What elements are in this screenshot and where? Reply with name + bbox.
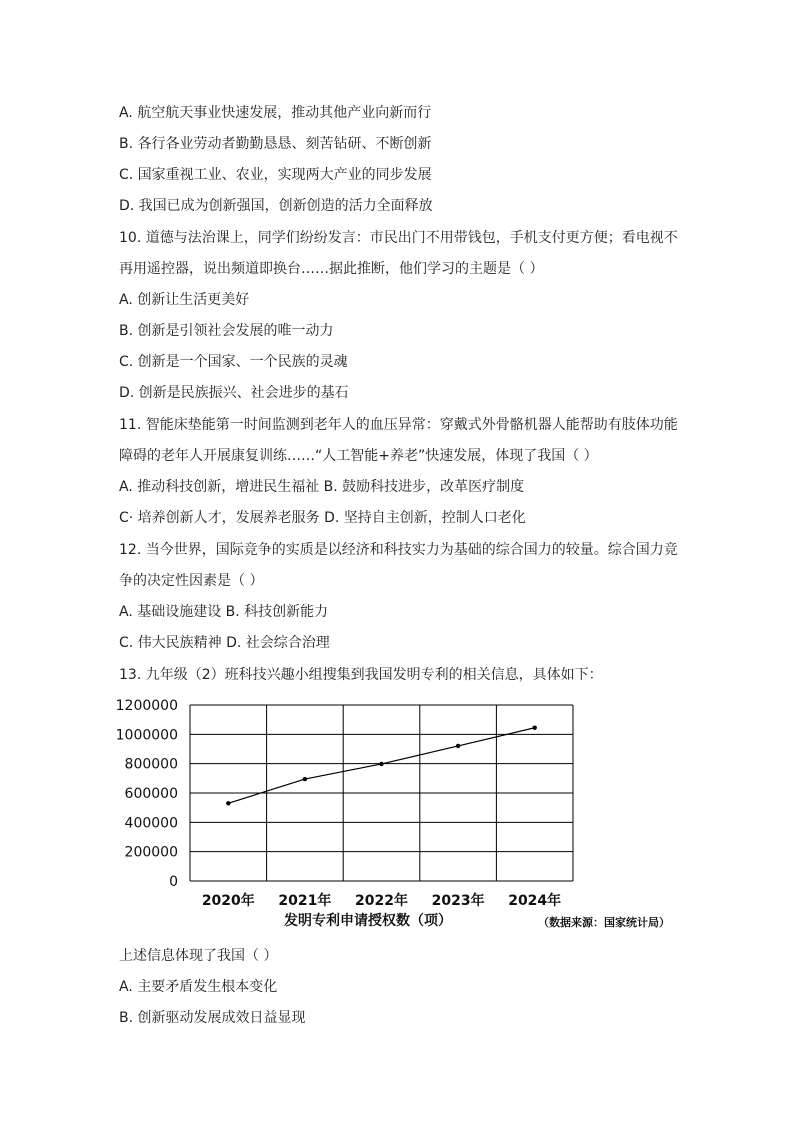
q13-after-chart: 上述信息体现了我国（ ） — [119, 948, 278, 964]
q10-option-c: C. 创新是一个国家、一个民族的灵魂 — [119, 354, 348, 370]
y-tick-label: 200000 — [124, 844, 178, 861]
q11-options-cd: C· 培养创新人才，发展养老服务 D. 坚持自主创新，控制人口老化 — [119, 510, 526, 526]
q12-options-cd: C. 伟大民族精神 D. 社会综合治理 — [119, 635, 330, 651]
data-point — [226, 801, 230, 805]
q10-option-a: A. 创新让生活更美好 — [119, 292, 250, 308]
q12-stem-line2: 争的决定性因素是（ ） — [119, 573, 264, 589]
q11-options-ab: A. 推动科技创新，增进民生福祉 B. 鼓励科技进步，改革医疗制度 — [119, 479, 525, 495]
q10-stem-line1: 10. 道德与法治课上，同学们纷纷发言：市民出门不用带钱包，手机支付更方便；看电视不 — [119, 230, 678, 246]
q10-option-d: D. 创新是民族振兴、社会进步的基石 — [119, 385, 349, 401]
y-tick-label: 0 — [169, 874, 178, 890]
x-tick-label: 2021年 — [278, 893, 332, 909]
chart-svg — [110, 695, 690, 935]
q13-option-a: A. 主要矛盾发生根本变化 — [119, 979, 278, 995]
q9-option-c: C. 国家重视工业、农业，实现两大产业的同步发展 — [119, 167, 432, 183]
q9-option-b: B. 各行各业劳动者勤勤恳恳、刻苦钻研、不断创新 — [119, 136, 432, 152]
q13-option-b: B. 创新驱动发展成效日益显现 — [119, 1010, 306, 1026]
patent-line-chart — [110, 695, 690, 935]
data-point — [303, 777, 307, 781]
data-point — [533, 726, 537, 730]
y-tick-label: 1200000 — [115, 698, 178, 714]
y-tick-label: 1000000 — [115, 727, 178, 744]
q10-stem-line2: 再用遥控器，说出频道即换台……据此推断，他们学习的主题是（ ） — [119, 261, 544, 277]
q12-options-ab: A. 基础设施建设 B. 科技创新能力 — [119, 604, 329, 620]
data-point — [456, 744, 460, 748]
x-axis-title: 发明专利申请授权数（项） — [284, 913, 452, 929]
x-tick-label: 2020年 — [201, 893, 255, 909]
x-tick-label: 2022年 — [355, 893, 408, 909]
data-point — [379, 762, 383, 766]
q9-option-d: D. 我国已成为创新强国，创新创造的活力全面释放 — [119, 198, 433, 214]
y-tick-label: 800000 — [124, 756, 178, 773]
q10-option-b: B. 创新是引领社会发展的唯一动力 — [119, 323, 334, 339]
q9-option-a: A. 航空航天事业快速发展，推动其他产业向新而行 — [119, 105, 432, 121]
source-note: （数据来源：国家统计局） — [538, 916, 670, 929]
x-tick-label: 2024年 — [508, 893, 562, 909]
y-tick-label: 400000 — [124, 815, 178, 832]
y-tick-label: 600000 — [124, 786, 178, 802]
q12-stem-line1: 12. 当今世界，国际竞争的实质是以经济和科技实力为基础的综合国力的较量。综合国力竞 — [119, 542, 678, 558]
q11-stem-line1: 11. 智能床垫能第一时间监测到老年人的血压异常：穿戴式外骨骼机器人能帮助有肢体功能 — [119, 417, 678, 433]
chart-grid — [190, 705, 573, 881]
q13-stem: 13. 九年级（2）班科技兴趣小组搜集到我国发明专利的相关信息，具体如下： — [119, 667, 603, 683]
x-tick-label: 2023年 — [431, 893, 485, 909]
chart-labels — [116, 698, 562, 909]
q11-stem-line2: 障碍的老年人开展康复训练……“人工智能+养老”快速发展，体现了我国（ ） — [119, 448, 598, 464]
